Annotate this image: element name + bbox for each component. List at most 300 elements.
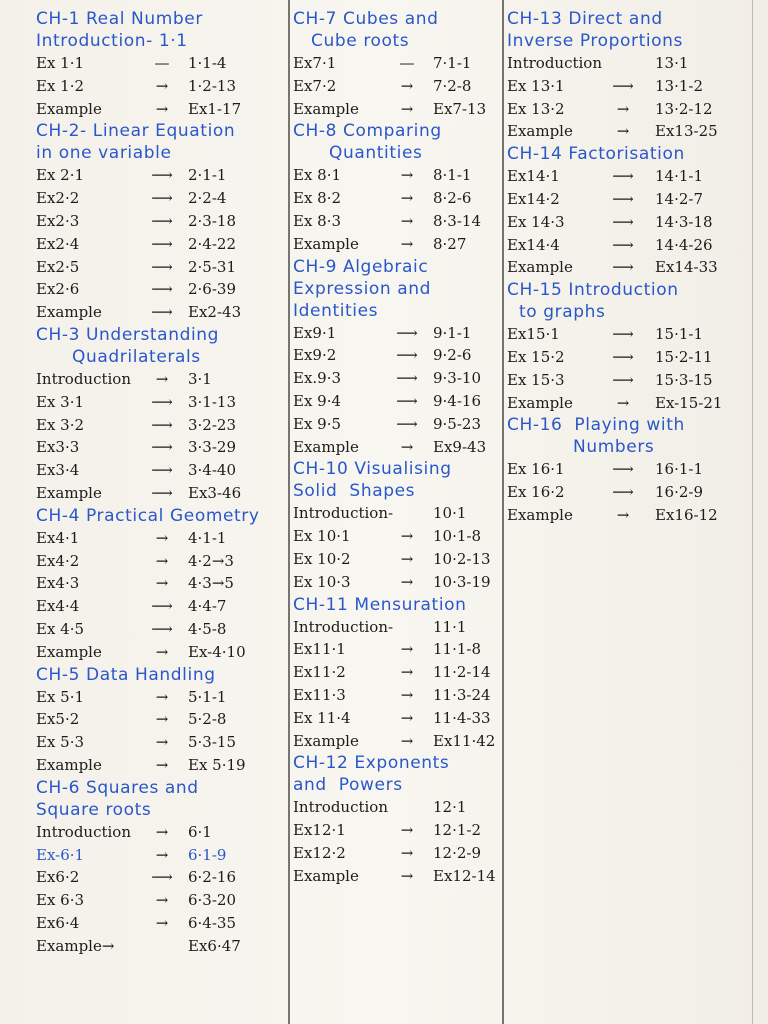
page-reference: 13·2-12	[655, 99, 713, 118]
page-reference: 5·1-1	[188, 687, 227, 706]
page-reference: 12·1-2	[433, 821, 482, 840]
chapter-section	[293, 120, 499, 255]
exercise-row	[507, 165, 743, 188]
page-reference: 6·1-9	[188, 845, 227, 864]
exercise-row	[293, 233, 499, 256]
exercise-row	[293, 210, 499, 233]
exercise-row	[36, 618, 282, 641]
exercise-label: Ex4·2	[36, 551, 80, 570]
exercise-label: Ex 8·3	[293, 211, 342, 230]
exercise-label: Example	[507, 258, 573, 277]
exercise-row	[293, 502, 499, 525]
arrow-icon: →	[616, 505, 630, 524]
arrow-icon: ⟶	[612, 167, 634, 186]
exercise-row	[293, 661, 499, 684]
exercise-label: Ex6·4	[36, 913, 80, 932]
page-reference: 2·4-22	[188, 234, 237, 253]
arrow-icon: ⟶	[396, 323, 418, 342]
exercise-row	[36, 912, 282, 935]
page-reference: 1·1-4	[188, 54, 227, 72]
arrow-icon: →	[400, 549, 414, 568]
arrow-icon: →	[616, 122, 630, 141]
chapter-section	[507, 143, 743, 279]
arrow-icon: →	[155, 710, 169, 729]
exercise-label: Example	[293, 731, 359, 750]
exercise-row	[507, 346, 743, 369]
page-reference: 12·1	[433, 798, 467, 817]
exercise-label: Ex6·2	[36, 868, 80, 887]
exercise-label: Ex5·2	[36, 710, 80, 729]
arrow-icon: →	[400, 99, 414, 118]
exercise-label: Example	[36, 483, 102, 502]
page-reference: Ex11·42	[433, 731, 496, 750]
arrow-icon: →	[400, 437, 414, 456]
arrow-icon: ⟶	[151, 280, 173, 299]
arrow-icon: →	[400, 234, 414, 253]
page-reference: Ex12-14	[433, 866, 496, 885]
arrow-icon: →	[400, 189, 414, 208]
arrow-icon: ⟶	[396, 391, 418, 410]
page-reference: 9·4-16	[433, 391, 482, 410]
page-reference: 4·4-7	[188, 597, 227, 616]
exercise-row	[36, 844, 282, 867]
exercise-row	[36, 368, 282, 391]
exercise-row	[293, 525, 499, 548]
page-reference: Ex14-33	[655, 258, 718, 277]
exercise-label: Ex7·2	[293, 76, 337, 95]
arrow-icon: →	[155, 822, 169, 841]
exercise-label: Ex11·2	[293, 663, 346, 682]
exercise-label: Introduction-	[293, 617, 394, 636]
arrow-icon: →	[155, 551, 169, 570]
exercise-label: Example	[36, 642, 102, 661]
page-reference: 16·1-1	[655, 460, 704, 479]
chapter-heading: CH-6 Squares and Square roots	[36, 777, 199, 820]
page-reference: 13·1-2	[655, 76, 704, 95]
column-3	[507, 8, 743, 527]
arrow-icon: →	[400, 708, 414, 727]
arrow-icon: →	[400, 731, 414, 750]
page-reference: 5·2-8	[188, 710, 227, 729]
exercise-row	[36, 391, 282, 414]
page-reference: 3·1-13	[188, 392, 237, 411]
arrow-icon: →	[155, 642, 169, 661]
chapter-heading: CH-9 Algebraic Expression and Identities	[293, 256, 432, 321]
chapter-section	[36, 120, 282, 324]
page-reference: 6·3-20	[188, 891, 237, 910]
exercise-row	[293, 322, 499, 345]
exercise-row	[507, 75, 743, 98]
arrow-icon: ⟶	[396, 346, 418, 365]
exercise-label: Introduction	[36, 369, 131, 388]
exercise-row	[507, 369, 743, 392]
chapter-section	[36, 8, 282, 120]
exercise-row	[36, 821, 282, 844]
page-reference: 8·27	[433, 234, 467, 253]
exercise-label: Ex 6·3	[36, 891, 85, 910]
exercise-label: Ex11·1	[293, 640, 346, 659]
exercise-label: Ex 3·1	[36, 392, 85, 411]
page-reference: Ex2-43	[188, 303, 242, 322]
exercise-row	[507, 392, 743, 415]
arrow-icon: →	[155, 733, 169, 752]
page-reference: 4·1-1	[188, 528, 227, 547]
exercise-row	[293, 75, 499, 98]
exercise-row	[507, 120, 743, 143]
arrow-icon: ⟶	[612, 347, 634, 366]
page-reference: Ex16-12	[655, 505, 718, 524]
exercise-label: Ex 13·1	[507, 76, 565, 95]
page-reference: Ex-4·10	[188, 642, 246, 661]
exercise-label: Introduction	[36, 822, 131, 841]
arrow-icon: →	[400, 685, 414, 704]
exercise-label: Example	[293, 437, 359, 456]
exercise-row	[36, 935, 282, 958]
chapter-section	[36, 324, 282, 505]
exercise-row	[36, 754, 282, 777]
column-divider-1	[288, 0, 290, 1024]
page-reference: 11·4-33	[433, 708, 491, 727]
page-reference: 10·1	[433, 504, 467, 523]
exercise-label: Example	[507, 505, 573, 524]
exercise-label: Ex-6·1	[36, 845, 85, 864]
exercise-row	[507, 52, 743, 75]
page-reference: 14·2-7	[655, 189, 704, 208]
page-reference: 8·2-6	[433, 189, 472, 208]
page-reference: 12·2-9	[433, 843, 482, 862]
exercise-label: Ex4·3	[36, 574, 80, 593]
arrow-icon: ⟶	[151, 234, 173, 253]
exercise-row	[36, 414, 282, 437]
page-reference: 6·4-35	[188, 913, 237, 932]
chapter-heading: CH-10 Visualising Solid Shapes	[293, 459, 452, 502]
exercise-label: Ex 11·4	[293, 708, 351, 727]
chapter-section	[293, 752, 499, 887]
exercise-label: Ex15·1	[507, 325, 560, 344]
exercise-row	[36, 233, 282, 256]
exercise-row	[507, 458, 743, 481]
exercise-label: Introduction	[293, 798, 388, 817]
page-reference: 11·1-8	[433, 640, 482, 659]
exercise-label: Ex 10·2	[293, 549, 351, 568]
arrow-icon: ⟶	[151, 415, 173, 434]
exercise-label: Ex14·4	[507, 235, 560, 254]
page-reference: 16·2-9	[655, 483, 704, 502]
arrow-icon: ⟶	[151, 211, 173, 230]
exercise-row	[293, 413, 499, 436]
exercise-row	[507, 211, 743, 234]
exercise-row	[293, 707, 499, 730]
exercise-row	[36, 641, 282, 664]
page-reference: 9·1-1	[433, 323, 472, 342]
page-reference: 7·1-1	[433, 54, 472, 72]
exercise-label: Example	[36, 99, 102, 118]
arrow-icon: —	[154, 54, 170, 72]
chapter-section	[293, 594, 499, 753]
exercise-label: Ex 15·3	[507, 370, 565, 389]
arrow-icon: ⟶	[151, 597, 173, 616]
page-reference: 6·1	[188, 822, 212, 841]
exercise-label: Ex 10·3	[293, 572, 351, 591]
exercise-row	[36, 256, 282, 279]
exercise-label: Ex9·1	[293, 323, 337, 342]
arrow-icon: ⟶	[612, 325, 634, 344]
exercise-row	[293, 548, 499, 571]
arrow-icon: →	[155, 574, 169, 593]
exercise-row	[507, 504, 743, 527]
exercise-row	[293, 571, 499, 594]
chapter-heading: CH-16 Playing with Numbers	[507, 415, 685, 458]
exercise-row	[36, 436, 282, 459]
exercise-label: Ex 13·2	[507, 99, 565, 118]
arrow-icon: —	[399, 54, 415, 72]
arrow-icon: →	[400, 76, 414, 95]
arrow-icon: ⟶	[612, 483, 634, 502]
exercise-label: Ex7·1	[293, 54, 337, 72]
arrow-icon: ⟶	[396, 414, 418, 433]
chapter-heading: CH-14 Factorisation	[507, 144, 685, 165]
page-reference: 2·3-18	[188, 211, 237, 230]
exercise-label: Ex 1·1	[36, 54, 85, 72]
exercise-label: Example	[507, 393, 573, 412]
arrow-icon: ⟶	[612, 235, 634, 254]
exercise-label: Ex 10·1	[293, 527, 351, 546]
page-reference: 15·3-15	[655, 370, 713, 389]
page-reference: Ex 5·19	[188, 755, 246, 774]
exercise-label: Ex 5·3	[36, 733, 85, 752]
exercise-label: Ex9·2	[293, 346, 337, 365]
arrow-icon: ⟶	[612, 212, 634, 231]
arrow-icon: ⟶	[151, 257, 173, 276]
page-reference: 8·3-14	[433, 211, 482, 230]
exercise-row	[36, 75, 282, 98]
page-reference: Ex9-43	[433, 437, 487, 456]
chapter-section	[293, 458, 499, 593]
page-reference: Ex7-13	[433, 99, 487, 118]
chapter-section	[507, 8, 743, 143]
chapter-heading: CH-13 Direct and Inverse Proportions	[507, 9, 683, 51]
arrow-icon: ⟶	[151, 189, 173, 208]
page-reference: 13·1	[655, 54, 689, 72]
arrow-icon: ⟶	[612, 189, 634, 208]
exercise-label: Ex 16·1	[507, 460, 565, 479]
exercise-label: Ex 1·2	[36, 76, 85, 95]
page-reference: 10·1-8	[433, 527, 482, 546]
exercise-label: Ex2·6	[36, 280, 80, 299]
chapter-heading: CH-1 Real Number Introduction- 1·1	[36, 9, 203, 51]
arrow-icon: ⟶	[151, 392, 173, 411]
arrow-icon: ⟶	[151, 868, 173, 887]
chapter-section	[293, 256, 499, 459]
arrow-icon: →	[155, 891, 169, 910]
exercise-row	[36, 164, 282, 187]
exercise-label: Ex 4·5	[36, 619, 85, 638]
exercise-label: Ex4·1	[36, 528, 80, 547]
page-reference: 4·3→5	[188, 574, 234, 593]
exercise-label: Ex3·4	[36, 461, 80, 480]
arrow-icon: →	[400, 866, 414, 885]
exercise-row	[36, 210, 282, 233]
arrow-icon: →	[400, 527, 414, 546]
exercise-row	[36, 550, 282, 573]
page-reference: 11·2-14	[433, 663, 491, 682]
page-reference: 9·3-10	[433, 369, 482, 388]
exercise-label: Example	[293, 234, 359, 253]
arrow-icon: →	[616, 99, 630, 118]
exercise-label: Ex 8·1	[293, 166, 342, 185]
exercise-row	[507, 188, 743, 211]
page-reference: 3·3-29	[188, 438, 237, 457]
column-1	[36, 8, 282, 958]
chapter-heading: CH-15 Introduction to graphs	[507, 280, 679, 323]
exercise-row	[293, 684, 499, 707]
chapter-heading: CH-2- Linear Equation in one variable	[36, 121, 236, 164]
page-reference: 7·2-8	[433, 76, 472, 95]
arrow-icon: ⟶	[396, 369, 418, 388]
arrow-icon: ⟶	[151, 619, 173, 638]
exercise-row	[293, 796, 499, 819]
exercise-label: Ex.9·3	[293, 369, 342, 388]
page-reference: 10·2-13	[433, 549, 491, 568]
arrow-icon: →	[616, 393, 630, 412]
page-reference: 14·1-1	[655, 167, 704, 186]
exercise-row	[293, 164, 499, 187]
exercise-label: Ex 9·5	[293, 414, 342, 433]
exercise-row	[36, 686, 282, 709]
exercise-row	[36, 459, 282, 482]
chapter-section	[36, 664, 282, 777]
chapter-heading: CH-4 Practical Geometry	[36, 505, 260, 526]
exercise-label: Introduction-	[293, 504, 394, 523]
exercise-row	[36, 889, 282, 912]
page-edge	[752, 0, 753, 1024]
arrow-icon: ⟶	[612, 76, 634, 95]
chapter-heading: CH-3 Understanding Quadrilaterals	[36, 324, 220, 367]
arrow-icon: →	[155, 687, 169, 706]
arrow-icon: ⟶	[151, 166, 173, 185]
exercise-label: Ex 15·2	[507, 347, 565, 366]
exercise-label: Ex 8·2	[293, 189, 342, 208]
arrow-icon: →	[400, 843, 414, 862]
arrow-icon: ⟶	[612, 460, 634, 479]
exercise-row	[293, 616, 499, 639]
page-reference: 11·3-24	[433, 685, 491, 704]
page-reference: 11·1	[433, 617, 467, 636]
exercise-row	[36, 52, 282, 75]
exercise-label: Ex12·2	[293, 843, 346, 862]
page-reference: Ex1-17	[188, 99, 242, 118]
arrow-icon: →	[400, 640, 414, 659]
exercise-row	[36, 527, 282, 550]
exercise-row	[293, 344, 499, 367]
exercise-label: Ex14·2	[507, 189, 560, 208]
chapter-heading: CH-12 Exponents and Powers	[293, 753, 450, 796]
chapter-heading: CH-8 Comparing Quantities	[293, 121, 442, 164]
chapter-heading: CH-5 Data Handling	[36, 664, 216, 685]
arrow-icon: →	[400, 166, 414, 185]
exercise-label: Ex2·4	[36, 234, 80, 253]
exercise-row	[507, 481, 743, 504]
arrow-icon: →	[155, 755, 169, 774]
page-reference: Ex3-46	[188, 483, 242, 502]
arrow-icon: →	[400, 211, 414, 230]
exercise-row	[293, 187, 499, 210]
exercise-row	[293, 98, 499, 121]
exercise-label: Ex 14·3	[507, 212, 565, 231]
exercise-label: Example	[293, 99, 359, 118]
arrow-icon: →	[155, 845, 169, 864]
exercise-label: Example→	[36, 936, 115, 955]
page-reference: 3·1	[188, 369, 212, 388]
chapter-heading: CH-11 Mensuration	[293, 594, 467, 615]
exercise-label: Ex12·1	[293, 821, 346, 840]
page-reference: 10·3-19	[433, 572, 491, 591]
page-reference: 5·3-15	[188, 733, 237, 752]
exercise-row	[293, 638, 499, 661]
page-reference: 1·2-13	[188, 76, 237, 95]
page-reference: 14·4-26	[655, 235, 713, 254]
exercise-label: Example	[36, 755, 102, 774]
arrow-icon: →	[400, 663, 414, 682]
exercise-label: Ex 9·4	[293, 391, 342, 410]
page-reference: 3·4-40	[188, 461, 237, 480]
exercise-row	[36, 595, 282, 618]
page-reference: 2·2-4	[188, 189, 227, 208]
page-reference: Ex13-25	[655, 122, 718, 141]
chapter-section	[293, 8, 499, 120]
exercise-row	[36, 708, 282, 731]
exercise-row	[36, 482, 282, 505]
arrow-icon: ⟶	[151, 461, 173, 480]
arrow-icon: →	[155, 76, 169, 95]
exercise-row	[507, 256, 743, 279]
arrow-icon: ⟶	[612, 370, 634, 389]
exercise-label: Ex3·3	[36, 438, 80, 457]
arrow-icon: →	[155, 913, 169, 932]
page-reference: 2·6-39	[188, 280, 237, 299]
exercise-row	[36, 187, 282, 210]
arrow-icon: ⟶	[612, 258, 634, 277]
exercise-row	[293, 390, 499, 413]
exercise-label: Example	[293, 866, 359, 885]
page-reference: 4·2→3	[188, 551, 234, 570]
exercise-row	[293, 842, 499, 865]
exercise-label: Example	[507, 122, 573, 141]
column-2	[293, 8, 499, 888]
chapter-section	[36, 777, 282, 958]
arrow-icon: →	[400, 572, 414, 591]
exercise-label: Ex 16·2	[507, 483, 565, 502]
page-reference: 15·1-1	[655, 325, 704, 344]
arrow-icon: →	[155, 99, 169, 118]
chapter-section	[507, 414, 743, 526]
page-reference: 9·5-23	[433, 414, 482, 433]
exercise-row	[293, 436, 499, 459]
exercise-row	[36, 301, 282, 324]
exercise-label: Ex4·4	[36, 597, 80, 616]
exercise-label: Ex2·3	[36, 211, 80, 230]
page-reference: 3·2-23	[188, 415, 237, 434]
arrow-icon: ⟶	[151, 483, 173, 502]
exercise-row	[507, 98, 743, 121]
exercise-row	[36, 866, 282, 889]
exercise-row	[293, 367, 499, 390]
page-reference: 9·2-6	[433, 346, 472, 365]
arrow-icon: →	[155, 369, 169, 388]
exercise-label: Introduction	[507, 54, 602, 72]
page-reference: 15·2-11	[655, 347, 713, 366]
exercise-label: Ex 3·2	[36, 415, 85, 434]
